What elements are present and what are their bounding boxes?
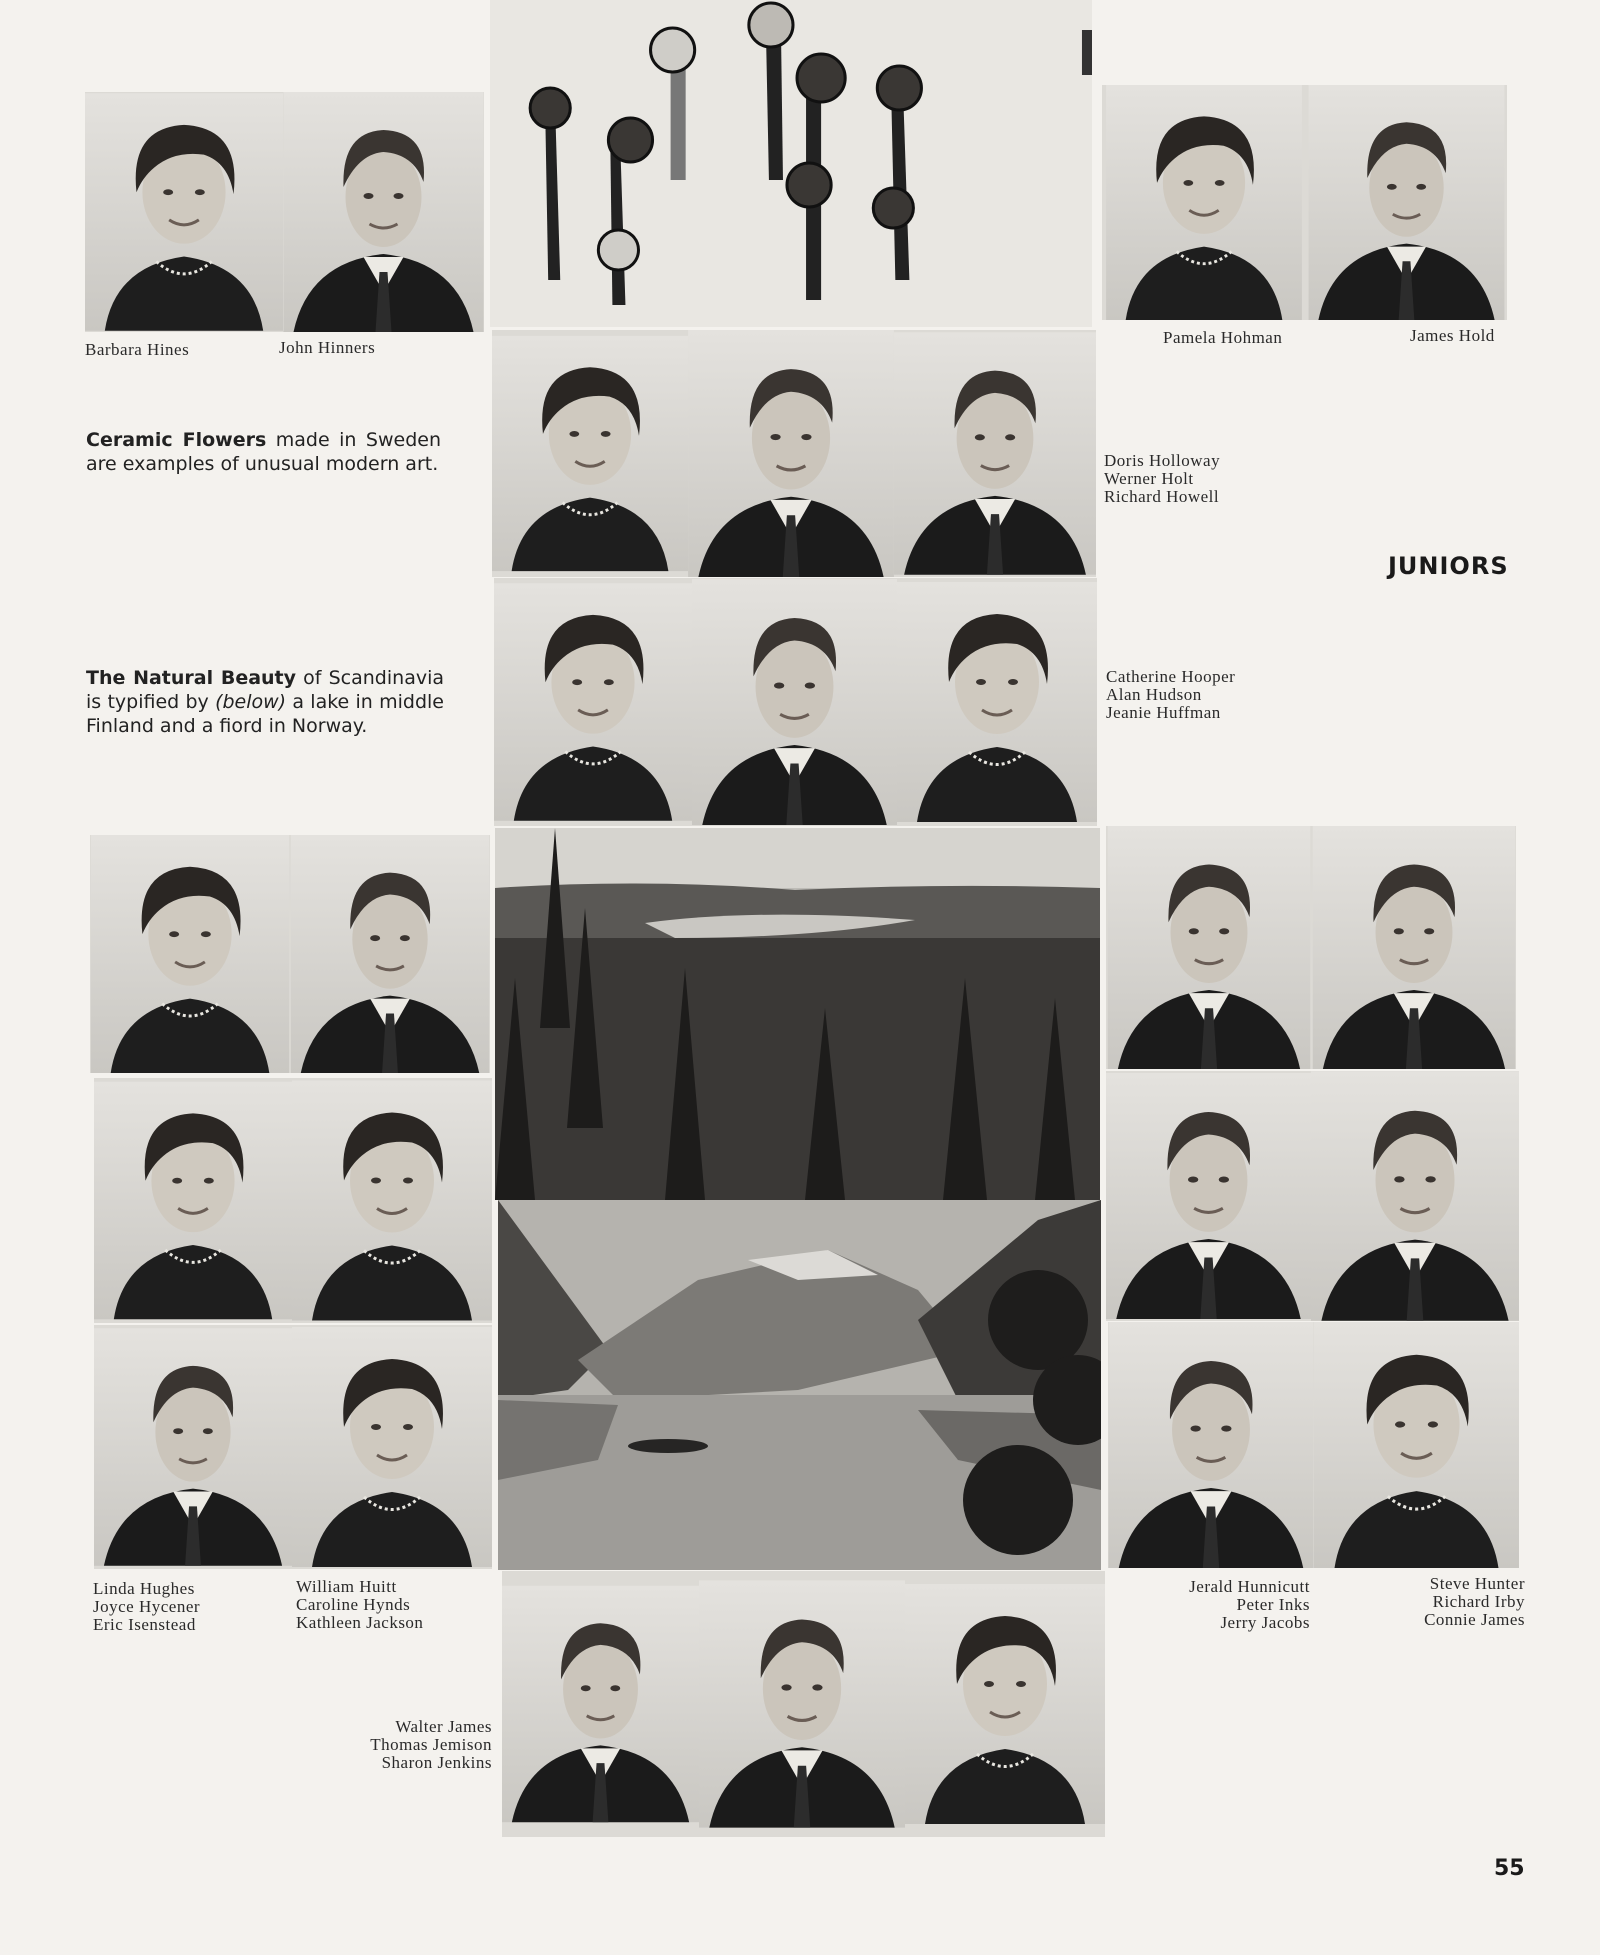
page-number: 55 [1494,1856,1525,1881]
caption-nature-rest: a lake in middle Finland and a fiord in Norway. [86,691,445,737]
portrait-image [85,92,283,332]
name-jerry-jacobs: Jerry Jacobs [1220,1613,1310,1632]
portrait-image [1311,1071,1519,1321]
portrait-john-hinners [283,92,484,332]
portrait-werner-holt [688,330,894,577]
portrait-peter-inks [1106,1071,1311,1321]
name-richard-howell: Richard Howell [1104,487,1220,506]
portrait-image [905,1571,1105,1837]
portrait-linda-hughes [90,835,290,1073]
portrait-image [292,1078,492,1323]
portrait-image [1306,85,1507,320]
portrait-image [699,1571,905,1837]
portrait-image [283,92,484,332]
name-william-huitt: William Huitt [296,1577,397,1596]
portrait-image [688,330,894,577]
caption-ceramic-flowers [86,428,441,476]
section-title-juniors: JUNIORS [1388,552,1509,580]
name-jerald-hunnicutt: Jerald Hunnicutt [1189,1577,1310,1596]
ceramic-flowers-photo [490,0,1092,327]
name-james-hold: James Hold [1410,326,1495,345]
portrait-jerry-jacobs [1108,1322,1314,1568]
name-caroline-hynds: Caroline Hynds [296,1595,411,1614]
name-catherine-hooper: Catherine Hooper [1106,667,1236,686]
portrait-image [292,1325,492,1569]
portrait-image [1314,1322,1519,1568]
portrait-barbara-hines [85,92,283,332]
portrait-image [290,835,490,1073]
portrait-catherine-hooper [494,578,692,826]
caption-nature-italic: (below) [215,691,287,713]
portrait-image [1102,85,1306,320]
portrait-richard-irby [1311,1071,1519,1321]
names-catherine-group [1106,668,1235,722]
name-linda-hughes: Linda Hughes [93,1579,195,1598]
name-eric-isenstead: Eric Isenstead [93,1615,196,1634]
portrait-doris-holloway [492,330,688,577]
finland-lake-image [495,828,1100,1200]
portrait-image [1108,1322,1314,1568]
portrait-image [492,330,688,577]
portrait-eric-isenstead [94,1325,292,1569]
portrait-image [897,578,1097,826]
name-joyce-hycener: Joyce Hycener [93,1597,201,1616]
names-doris-group [1104,452,1220,506]
caption-nature-mid: of Scandinavia is typified by [86,667,445,713]
portrait-image [502,1571,699,1837]
portrait-image [1106,826,1312,1069]
caption-natural-beauty [86,666,444,738]
names-linda-group [93,1580,200,1634]
portrait-jeanie-huffman [897,578,1097,826]
name-thomas-jemison: Thomas Jemison [370,1735,492,1754]
names-william-group [296,1578,423,1632]
name-jeanie-huffman: Jeanie Huffman [1106,703,1221,722]
portrait-image [894,330,1096,577]
portrait-jerald-hunnicutt [1106,826,1312,1069]
ceramic-flowers-image [490,0,1092,327]
portrait-connie-james [1314,1322,1519,1568]
portrait-walter-james [502,1571,699,1837]
portrait-joyce-hycener [94,1078,292,1323]
norway-fiord-photo [498,1200,1101,1570]
portrait-william-huitt [290,835,490,1073]
name-john-hinners: John Hinners [279,338,376,357]
portrait-richard-howell [894,330,1096,577]
name-steve-hunter: Steve Hunter [1429,1574,1525,1593]
portrait-image [494,578,692,826]
portrait-image [1106,1071,1311,1321]
portrait-pamela-hohman [1102,85,1306,320]
portrait-image [692,578,897,826]
portrait-sharon-jenkins [905,1571,1105,1837]
portrait-caroline-hynds [292,1078,492,1323]
caption-ceramic-rest: made in Sweden are examples of unusual modern art. [86,429,441,475]
portrait-thomas-jemison [699,1571,905,1837]
name-connie-james: Connie James [1424,1610,1525,1629]
name-walter-james: Walter James [395,1717,492,1736]
name-pamela-hohman: Pamela Hohman [1163,328,1283,347]
name-doris-holloway: Doris Holloway [1104,451,1221,470]
name-richard-irby: Richard Irby [1432,1592,1525,1611]
portrait-image [90,835,290,1073]
portrait-image [94,1078,292,1323]
caption-ceramic-lead: Ceramic Flowers [86,429,267,451]
name-peter-inks: Peter Inks [1236,1595,1310,1614]
name-kathleen-jackson: Kathleen Jackson [296,1613,424,1632]
portrait-james-hold [1306,85,1507,320]
portrait-steve-hunter [1312,826,1516,1069]
caption-nature-lead: The Natural Beauty [86,667,297,689]
name-barbara-hines: Barbara Hines [85,340,190,359]
name-alan-hudson: Alan Hudson [1106,685,1202,704]
names-jerald-group [1160,1578,1310,1632]
name-sharon-jenkins: Sharon Jenkins [381,1753,492,1772]
norway-fiord-image [498,1200,1101,1570]
portrait-image [94,1325,292,1569]
portrait-alan-hudson [692,578,897,826]
portrait-image [1312,826,1516,1069]
name-werner-holt: Werner Holt [1104,469,1194,488]
portrait-kathleen-jackson [292,1325,492,1569]
names-steve-group [1400,1575,1525,1629]
names-walter-group [330,1718,492,1772]
finland-lake-photo [495,828,1100,1200]
